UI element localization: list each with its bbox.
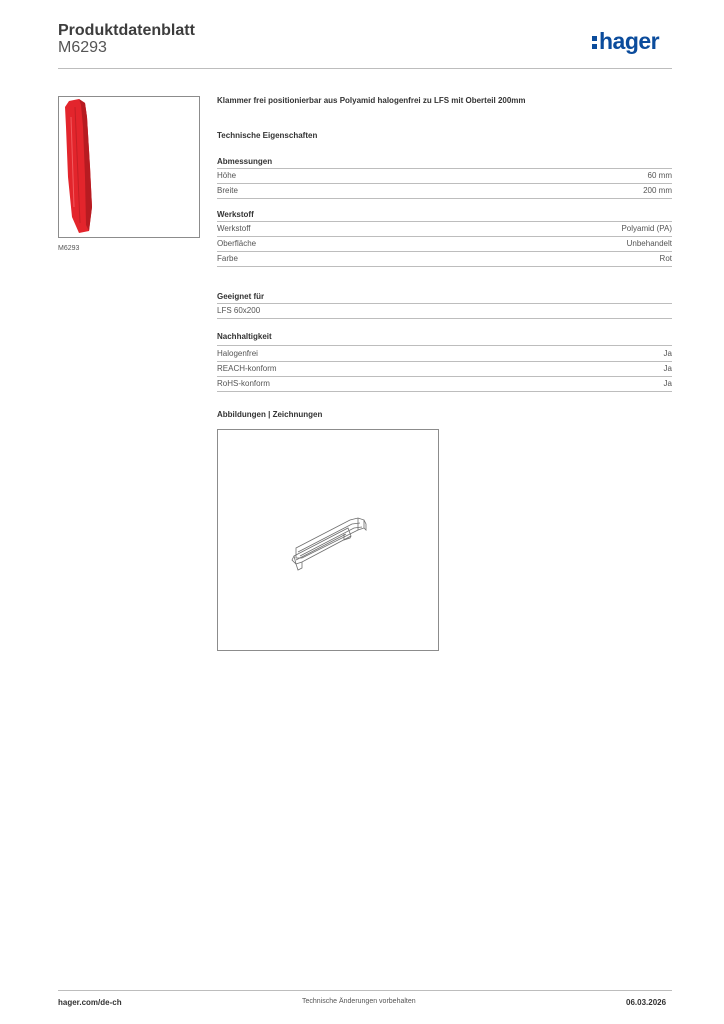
footer-divider — [58, 990, 672, 991]
table-row — [217, 377, 672, 392]
row-value: 60 mm — [647, 171, 672, 180]
row-value: Ja — [663, 349, 672, 358]
row-value: Polyamid (PA) — [621, 224, 672, 233]
row-value: 200 mm — [643, 186, 672, 195]
product-image-caption: M6293 — [58, 245, 80, 252]
footer-date: 06.03.2026 — [626, 998, 667, 1007]
section-title-abmessungen: Abmessungen — [217, 157, 273, 166]
section-title-werkstoff: Werkstoff — [217, 210, 254, 219]
row-label: Werkstoff — [217, 224, 251, 233]
table-row — [217, 362, 672, 377]
page-title: Produktdatenblatt — [58, 22, 195, 39]
clamp-line-drawing-icon — [218, 430, 438, 650]
row-label: Farbe — [217, 254, 238, 263]
row-value: Ja — [663, 364, 672, 373]
product-image-frame — [58, 96, 200, 238]
row-label: Breite — [217, 186, 238, 195]
article-number: M6293 — [58, 39, 107, 56]
row-value: Rot — [659, 254, 672, 263]
row-value: Unbehandelt — [626, 239, 672, 248]
technical-properties-title: Technische Eigenschaften — [217, 131, 318, 140]
table-row — [217, 347, 672, 362]
product-description: Klammer frei positionierbar aus Polyamid halogenfrei zu LFS mit Oberteil 200mm — [217, 96, 526, 105]
hager-logo[interactable] — [592, 28, 659, 55]
section-title-nachhaltigkeit: Nachhaltigkeit — [217, 332, 272, 341]
row-label: Höhe — [217, 171, 237, 180]
logo-text: hager — [599, 28, 660, 54]
technical-drawing-frame — [217, 429, 439, 651]
section-divider — [217, 345, 672, 346]
red-clamp-photo-icon — [59, 97, 199, 237]
header-divider — [58, 68, 672, 69]
row-label: Oberfläche — [217, 239, 257, 248]
table-row — [217, 169, 672, 184]
table-row — [217, 222, 672, 237]
footer-website-link[interactable]: hager.com/de-ch — [58, 998, 122, 1007]
table-row — [217, 184, 672, 199]
logo-dots-icon — [592, 34, 597, 50]
row-label: REACH-konform — [217, 364, 277, 373]
table-row — [217, 237, 672, 252]
table-row — [217, 304, 672, 319]
footer-note: Technische Änderungen vorbehalten — [302, 998, 416, 1005]
row-value: Ja — [663, 379, 672, 388]
row-label: RoHS-konform — [217, 379, 270, 388]
drawings-title: Abbildungen | Zeichnungen — [217, 410, 323, 419]
section-title-geeignet-fuer: Geeignet für — [217, 292, 265, 301]
table-row — [217, 252, 672, 267]
row-label: LFS 60x200 — [217, 306, 261, 315]
row-label: Halogenfrei — [217, 349, 258, 358]
